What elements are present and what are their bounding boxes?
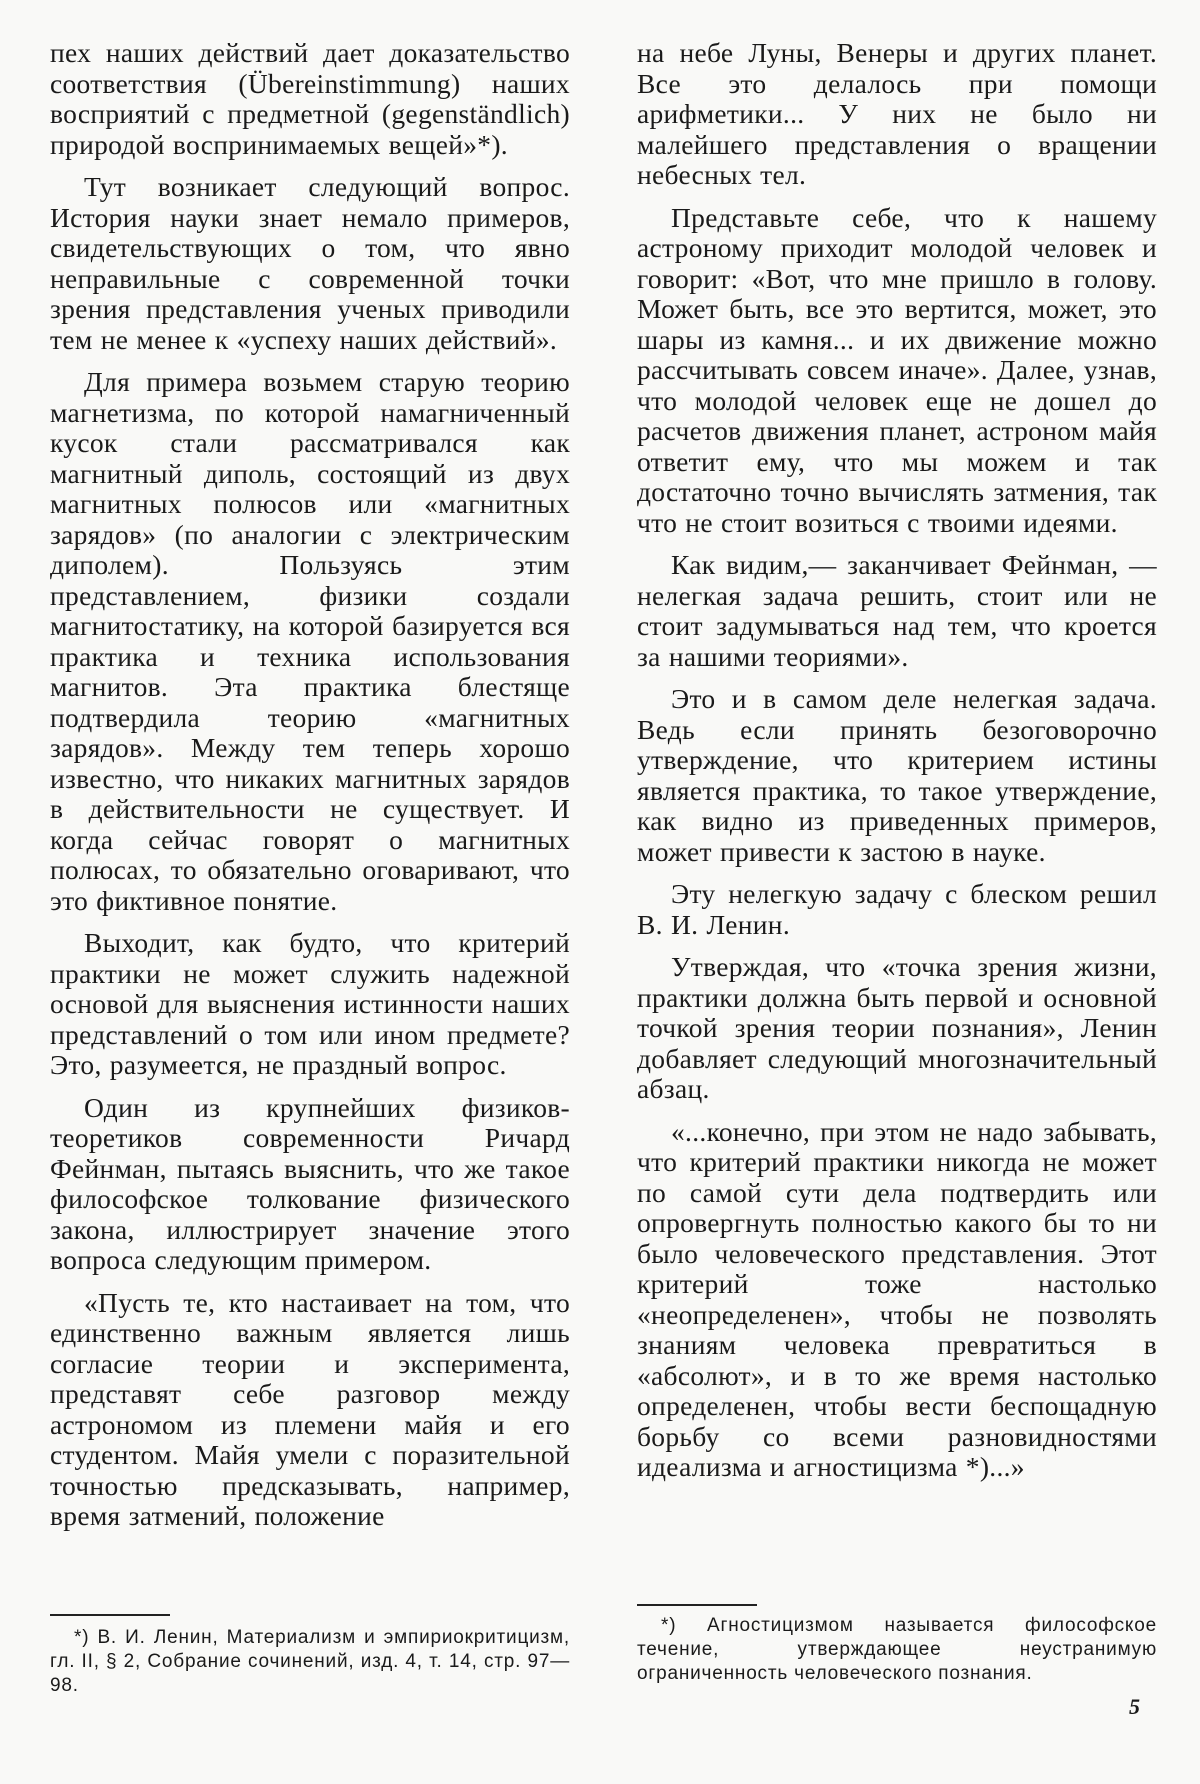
left-column [50,38,570,1544]
footnote-left: *) В. И. Ленин, Материализм и эмпириокритицизм, гл. II, § 2, Собрание сочинений, изд. 4, т. 14, стр. 97—98. [50,1627,570,1696]
paragraph: Представьте себе, что к нашему астроному приходит молодой человек и говорит: «Вот, что мне пришло в голову. Может быть, все это вертится, может, это шары из камня... и их движение можно рассчитывать совсем иначе». Далее, узнав, что молодой человек еще не дошел до расчетов движения планет, астроном майя ответит ему, что мы можем и так достаточно точно вычислять затмения, так что не стоит возиться с твоими идеями. [637,201,1157,538]
paragraph: Это и в самом деле нелегкая задача. Ведь если принять безоговорочно утверждение, что критерием истины является практика, то такое утверждение, как видно из приведенных примеров, может привести к застою в науке. [637,683,1157,867]
footnote-divider [50,1614,170,1616]
paragraph: Как видим,— заканчивает Фейнман, — нелегкая задача решить, стоит или не стоит задумываться над тем, что кроется за нашими теориями». [637,549,1157,672]
page-number: 5 [1129,1694,1140,1719]
footnote-right: *) Агностицизмом называется философское течение, утверждающее неустранимую ограниченность человеческого познания. [637,1615,1157,1684]
footnote-divider [637,1604,757,1606]
paragraph: на небе Луны, Венеры и других планет. Все это делалось при помощи арифметики... У них не было ни малейшего представления о вращении небесных тел. [637,37,1157,190]
paragraph: Утверждая, что «точка зрения жизни, практики должна быть первой и основной точкой зрения теории познания», Ленин добавляет следующий многозначительный абзац. [637,951,1157,1104]
right-column [637,38,1157,1495]
paragraph: Эту нелегкую задачу с блеском решил В. И. Ленин. [637,878,1157,940]
paragraph: пех наших действий дает доказательство соответствия (Übereinstimmung) наших восприятий с предметной (gegenständlich) природой воспринимаемых вещей»*). [50,37,570,160]
paragraph: Для примера возьмем старую теорию магнетизма, по которой намагниченный кусок стали рассматривался как магнитный диполь, состоящий из двух магнитных полюсов или «магнитных зарядов» (по аналогии с электрическим диполем). Пользуясь этим представлением, физики создали магнитостатику, на которой базируется вся практика и техника использования магнитов. Эта практика блестяще подтвердила теорию «магнитных зарядов». Между тем теперь хорошо известно, что никаких магнитных зарядов в действительности не существует. И когда сейчас говорят о магнитных полюсах, то обязательно оговаривают, что это фиктивное понятие. [50,366,570,916]
paragraph: Выходит, как будто, что критерий практики не может служить надежной основой для выяснения истинности наших представлений о том или ином предмете? Это, разумеется, не праздный вопрос. [50,927,570,1080]
paragraph: Тут возникает следующий вопрос. История науки знает немало примеров, свидетельствующих о том, что явно неправильные с современной точки зрения представления ученых приводили тем не менее к «успеху наших действий». [50,171,570,355]
paragraph: «Пусть те, кто настаивает на том, что единственно важным является лишь согласие теории и эксперимента, представят себе разговор между астрономом из племени майя и его студентом. Майя умели с поразительной точностью предсказывать, например, время затмений, положение [50,1286,570,1531]
paragraph: «...конечно, при этом не надо забывать, что критерий практики никогда не может по самой сути дела подтвердить или опровергнуть полностью какого бы то ни было человеческого представления. Этот критерий тоже настолько «неопределенен», чтобы не позволять знаниям человека превратиться в «абсолют», и в то же время настолько определенен, чтобы вести беспощадную борьбу со всеми разновидностями идеализма и агностицизма *)...» [637,1115,1157,1482]
paragraph: Один из крупнейших физиков-теоретиков современности Ричард Фейнман, пытаясь выяснить, что же такое философское толкование физического закона, иллюстрирует значение этого вопроса следующим примером. [50,1091,570,1275]
